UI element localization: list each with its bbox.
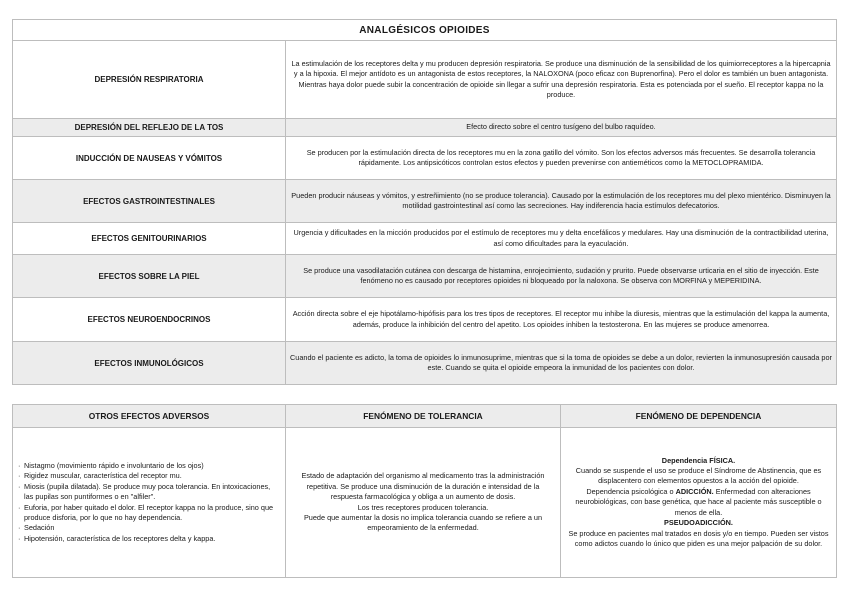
pseudoaddiction-text: Se produce en pacientes mal tratados en dosis y/o en tiempo. Pueden ser vistos como adictos cuando lo único que piden es una mejor palpación de su dolor. — [568, 528, 829, 548]
row-label: EFECTOS SOBRE LA PIEL — [13, 255, 286, 298]
physical-dependence-heading — [567, 456, 830, 466]
row-label: INDUCCIÓN DE NAUSEAS Y VÓMITOS — [13, 137, 286, 180]
psychological-dependence — [567, 487, 830, 518]
tolerance-paragraph: Los tres receptores producen tolerancia. — [357, 502, 489, 512]
table-row — [13, 180, 837, 223]
psych-text: Enfermedad con alteraciones neurobiológicas, con base genética, que hace al paciente más susceptible o menos de ella. — [575, 486, 822, 517]
adverse-tolerance-dependence-table — [12, 404, 837, 578]
row-description: Pueden producir náuseas y vómitos, y estreñimiento (no se produce tolerancia). Causado por la estimulación de los receptores mu del plexo mientérico. Disminuyen la motilidad gastrointestinal así como las secreciones. Hay indiferencia hacia estímulos defecatorios. — [286, 180, 837, 223]
row-label: DEPRESIÓN RESPIRATORIA — [13, 41, 286, 119]
list-item: · Rigidez muscular, característica del receptor mu. — [18, 471, 280, 481]
row-description: Acción directa sobre el eje hipotálamo-hipófisis para los tres tipos de receptores. El receptor mu inhibe la diuresis, mientras que la estimulación del kappa la aumenta, además, produce la inhibición del centro del apetito. Los opioides inhiben la testosterona. En las mujeres se produce amenorrea. — [286, 298, 837, 342]
row-description: Se produce una vasodilatación cutánea con descarga de histamina, enrojecimiento, sudación y prurito. Puede observarse urticaria en el sitio de inyección. Este fenómeno no es causado por receptores opioides ni bloqueado por la naloxona. Se observa con MORFINA y MEPERIDINA. — [286, 255, 837, 298]
row-label: EFECTOS GENITOURINARIOS — [13, 223, 286, 255]
table-row — [13, 137, 837, 180]
table-row — [13, 298, 837, 342]
opioid-effects-table — [12, 19, 837, 385]
header-dependence: FENÓMENO DE DEPENDENCIA — [561, 405, 837, 428]
dependence-cell — [561, 428, 837, 578]
table-row — [13, 223, 837, 255]
physical-dependence-text: Cuando se suspende el uso se produce el Síndrome de Abstinencia, que es displacentero con elementos opuestos a la acción del opioide. — [575, 466, 822, 486]
header-other-adverse-effects: OTROS EFECTOS ADVERSOS — [13, 405, 286, 428]
pseudoaddiction-heading: PSEUDOADICCIÓN. — [664, 518, 733, 528]
addiction-label: ADICCIÓN. — [675, 486, 714, 496]
row-description: Efecto directo sobre el centro tusígeno del bulbo raquídeo. — [286, 119, 837, 137]
table-row — [13, 255, 837, 298]
row-label: EFECTOS GASTROINTESTINALES — [13, 180, 286, 223]
row-label: EFECTOS INMUNOLÓGICOS — [13, 342, 286, 385]
row-label: EFECTOS NEUROENDOCRINOS — [13, 298, 286, 342]
physical-label: Dependencia — [661, 455, 708, 465]
table-row — [13, 342, 837, 385]
list-item: · Hipotensión, característica de los receptores delta y kappa. — [18, 534, 280, 544]
row-description: La estimulación de los receptores delta y mu producen depresión respiratoria. Se produce una disminución de la sensibilidad de los quimiorreceptores a la hipercapnia y a la hipoxia. El mejor antídoto es un antagonista de estos receptores, la NALOXONA (poco eficaz con Buprenorfina). Pero el dolor es también un buen antagonista. Mientras haya dolor puede subir la concentración de opioide sin llegar a sufrir una depresión respiratoria. Esta es potenciada por el sueño. El receptor kappa no la produce. — [286, 41, 837, 119]
adverse-effects-list — [18, 461, 280, 544]
row-description: Cuando el paciente es adicto, la toma de opioides lo inmunosuprime, mientras que si la toma de opioides se debe a un dolor, revierten la inmunosupresión causada por este. Cuando se quita el opioide empeora la inmunidad de los pacientes con dolor. — [286, 342, 837, 385]
tolerance-paragraph: Estado de adaptación del organismo al medicamento tras la administración repetitiva. Se produce una disminución de la duración e intensidad de la respuesta farmacológica y obliga a un aumento de dosis. — [301, 471, 545, 502]
list-item: · Nistagmo (movimiento rápido e involuntario de los ojos) — [18, 461, 280, 471]
table-row — [13, 41, 837, 119]
list-item: · Miosis (pupila dilatada). Se produce muy poca tolerancia. En intoxicaciones, las pupilas son puntiformes o en "alfiler". — [18, 482, 280, 503]
tolerance-paragraph: Puede que aumentar la dosis no implica tolerancia cuando se refiere a un empeoramiento de la enfermedad. — [303, 512, 543, 533]
adverse-effects-cell — [13, 428, 286, 578]
psych-label: Dependencia psicológica o — [586, 486, 674, 496]
physical-label-strong: FÍSICA. — [709, 455, 736, 465]
list-item: · Sedación — [18, 523, 280, 533]
tolerance-cell — [286, 428, 561, 578]
row-description: Se producen por la estimulación directa de los receptores mu en la zona gatillo del vómito. Son los efectos adversos más frecuentes. Se desarrolla tolerancia rápidamente. Los antipsicóticos controlan estos efectos y pueden prevenirse con antieméticos como la METOCLOPRAMIDA. — [286, 137, 837, 180]
table-row — [13, 119, 837, 137]
table-title: ANALGÉSICOS OPIOIDES — [13, 20, 837, 41]
list-item: · Euforia, por haber quitado el dolor. El receptor kappa no la produce, sino que produce disforia, por lo que no hay dependencia. — [18, 503, 280, 524]
row-label: DEPRESIÓN DEL REFLEJO DE LA TOS — [13, 119, 286, 137]
header-tolerance: FENÓMENO DE TOLERANCIA — [286, 405, 561, 428]
row-description: Urgencia y dificultades en la micción producidos por el estímulo de receptores mu y delta encefálicos y medulares. Hay una disminución de la contractibilidad uterina, así como dificultades para la eyaculación. — [286, 223, 837, 255]
